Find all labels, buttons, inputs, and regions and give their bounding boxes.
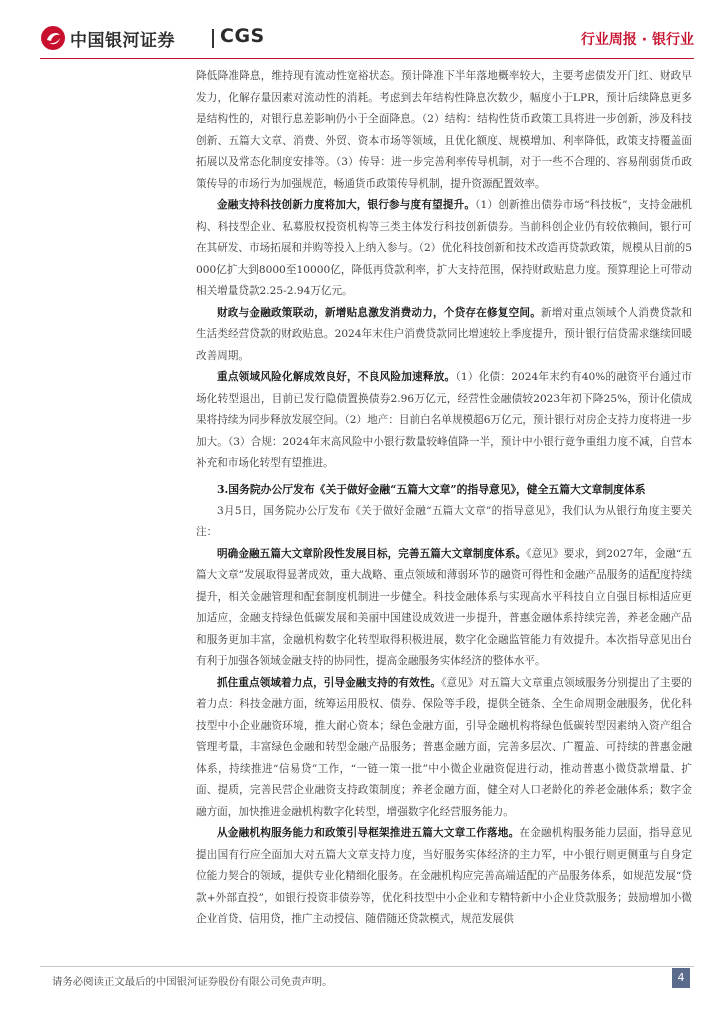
brand-name-en: CGS <box>220 25 265 47</box>
paragraph-lead: 从金融机构服务能力和政策引导框架推进五篇大文章工作落地。 <box>217 827 520 839</box>
brand-name-cn: 中国银河证券 <box>70 31 175 51</box>
page-header <box>40 22 694 62</box>
paragraph-lead: 金融支持科技创新力度将加大，银行参与度有望提升。 <box>217 199 476 211</box>
report-body <box>196 66 692 931</box>
cgs-logo-icon <box>40 25 66 51</box>
paragraph-2 <box>196 195 692 303</box>
paragraph-text: 《意见》对五篇大文章重点领域服务分别提出了主要的着力点：科技金融方面，统筹运用股权、债券、保险等手段，提供全链条、全生命周期金融服务，优化科技型中小企业融资环境，推大耐心资本；绿色金融方面，引导金融机构将绿色低碳转型因素纳入资产组合管理考量，丰富绿色金融和转型金融产品服务；普惠金融方面，完善多层次、广覆盖、可持续的普惠金融体系，持续推进“信易贷”工作，“一链一策一批”中小微企业融资促进行动，推动普惠小微贷款增量、扩面、提质，完善民营企业融资支持政策制度；养老金融方面，健全对人口老龄化的养老金融体系；数字金融方面，加快推进金融机构数字化转型，增强数字化经营服务能力。 <box>196 676 693 818</box>
footer-disclaimer: 请务必阅读正文最后的中国银河证券股份有限公司免责声明。 <box>52 976 333 988</box>
paragraph-8 <box>196 823 692 931</box>
paragraph-6 <box>196 544 692 673</box>
paragraph-text: 3月5日，国务院办公厅发布《关于做好金融“五篇大文章”的指导意见》，我们认为从银行角度主要关注： <box>196 504 692 538</box>
footer-divider <box>40 966 694 967</box>
paragraph-text: 《意见》要求，到2027年，金融“五篇大文章”发展取得显著成效，重大战略、重点领域和薄弱环节的融资可得性和金融产品服务的适配度持续提升，相关金融管理和配套制度机制进一步健全。科技金融体系与实现高水平科技自立自强目标相适应更加适应，金融支持绿色低碳发展和美丽中国建设成效进一步提升，普惠金融体系持续完善，养老金融产品和服务更加丰富，金融机构数字化转型取得积极进展，数字化金融监管能力有效提升。本次指导意见出台有利于加强各领域金融支持的协同性，提高金融服务实体经济的整体水平。 <box>196 547 692 667</box>
paragraph-text: 新增对重点领域个人消费贷款和生活类经营贷款的财政贴息。2024年末住户消费贷款同比增速较上季度提升，预计银行信贷需求继续回暖改善周期。 <box>196 306 693 362</box>
brand-divider <box>212 29 214 48</box>
paragraph-lead: 重点领域风险化解成效良好，不良风险加速释放。 <box>217 371 456 383</box>
paragraph-lead: 财政与金融政策联动，新增贴息激发消费动力，个贷存在修复空间。 <box>217 306 542 319</box>
paragraph-5 <box>196 501 692 544</box>
paragraph-text: （1）创新推出债券市场“科技板”，支持金融机构、科技型企业、私募股权投资机构等三类主体发行科技创新债券。当前科创企业仍有较依赖间，银行可在其研发、市场拓展和并购等投入上纳入参与。（2）优化科技创新和技术改造再贷款政策，规模从目前的5000亿扩大到8000至10000亿，降低再贷款利率，扩大支持范围，保持财政贴息力度。预算理论上可带动相关增量贷款2.25-2.94万亿元。 <box>196 199 692 297</box>
paragraph-lead: 抓住重点领域着力点，引导金融支持的有效性。 <box>217 676 442 689</box>
paragraph-3 <box>196 303 692 368</box>
page-number: 4 <box>672 968 690 988</box>
paragraph-text: 降低降准降息，维持现有流动性宽裕状态。预计降准下半年落地概率较大，主要考虑债发开门红、财政早发力，化解存量因素对流动性的消耗。考虑到去年结构性降息次数少，幅度小于LPR，预计后续降息更多是结构性的，对银行息差影响仍小于全面降息。（2）结构：结构性货币政策工具将进一步创新，涉及科技创新、五篇大文章、消费、外贸、资本市场等领域，且优化额度、规模增加、利率降低，政策支持覆盖面拓展以及常态化制度安排等。（3）传导：进一步完善利率传导机制，对于一些不合理的、容易削弱货币政策传导的市场行为加强规范，畅通货币政策传导机制，提升资源配置效率。 <box>196 70 692 190</box>
section-title: 3.国务院办公厅发布《关于做好金融“五篇大文章”的指导意见》，健全五篇大文章制度体系 <box>217 482 646 496</box>
header-divider <box>40 58 694 59</box>
paragraph-text: （1）化债：2024年末约有40%的融资平台通过市场化转型退出，目前已发行隐债置换债券2.96万亿元，经营性金融债较2023年初下降25%，预计化债成果将持续为同步释放发展空间。（2）地产：目前白名单规模超6万亿元，预计银行对房企支持力度将进一步加大。（3）合规：2024年末高风险中小银行数量较峰值降一半，预计中小银行竟争重组力度不减，自营本补充和市场化转型有望推进。 <box>196 371 692 469</box>
paragraph-1 <box>196 66 692 195</box>
paragraph-7 <box>196 673 692 824</box>
paragraph-text: 在金融机构服务能力层面，指导意见提出国有行应全面加大对五篇大文章支持力度，当好服务实体经济的主力军，中小银行则更侧重与自身定位能力契合的领域，提供专业化精细化服务。在金融机构应完善高端适配的产品服务体系，如规范发展“贷款+外部直投”，如银行投资非债券等，优化科技型中小企业和专精特新中小企业贷款服务；鼓励增加小微企业首贷、信用贷，推广主动授信、随借随还贷款模式，规范发展供 <box>196 827 693 925</box>
paragraph-lead: 明确金融五篇大文章阶段性发展目标，完善五篇大文章制度体系。 <box>217 547 527 560</box>
report-type: 行业周报 · 银行业 <box>580 32 694 48</box>
paragraph-4 <box>196 367 692 475</box>
